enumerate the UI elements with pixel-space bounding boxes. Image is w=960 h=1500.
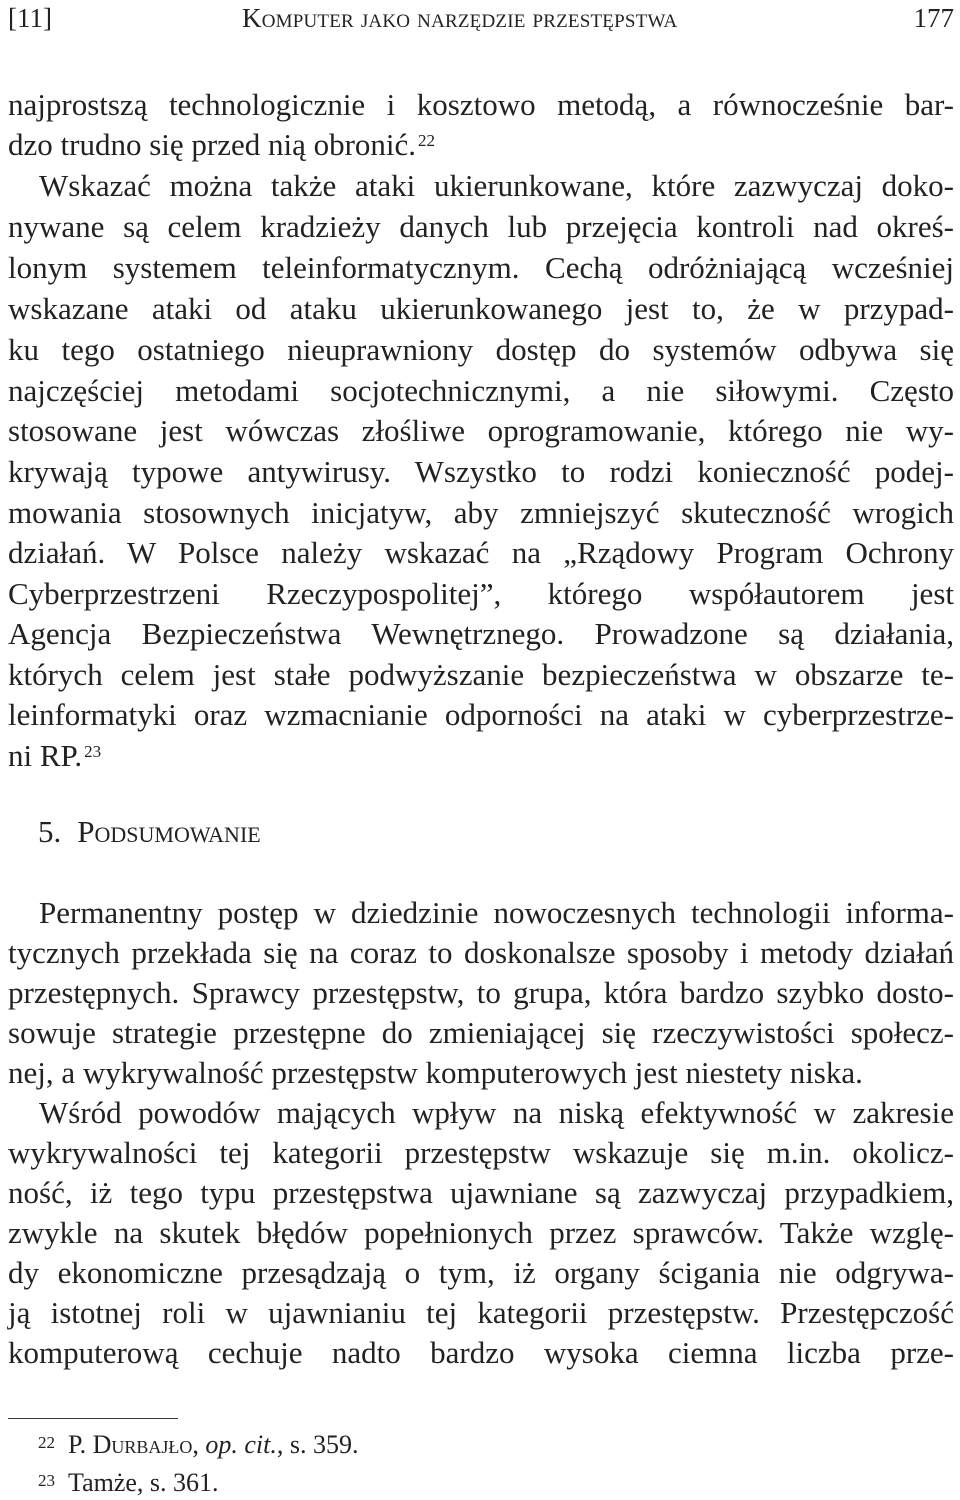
running-title: Komputer jako narzędzie przestępstwa — [242, 3, 678, 33]
body-line: najprostszą technologicznie i kosztowo metodą, a równocześnie bar- — [8, 87, 954, 122]
section-number: 5. — [38, 814, 62, 849]
body-line: Wśród powodów mających wpływ na niską efektywność w zakresie — [39, 1095, 954, 1130]
body-line: sowuje strategie przestępne do zmieniającej się rzeczywistości społecz- — [8, 1015, 954, 1050]
footnote-text: , — [192, 1430, 206, 1459]
body-line: stosowane jest wówczas złośliwe oprogramowanie, którego nie wy- — [8, 413, 954, 448]
running-header — [8, 0, 954, 36]
body-line: nywane są celem kradzieży danych lub przejęcia kontroli nad okreś- — [8, 209, 954, 244]
footnote-23 — [38, 1466, 219, 1500]
body-line: działań. W Polsce należy wskazać na „Rządowy Program Ochrony — [8, 535, 954, 570]
footnote-text: P. — [68, 1430, 93, 1459]
body-line — [8, 736, 954, 776]
body-line: dy ekonomiczne przesądzają o tym, iż organy ścigania nie odgrywa- — [8, 1255, 954, 1290]
footnote-divider — [8, 1418, 178, 1419]
body-line: najczęściej metodami socjotechnicznymi, a nie siłowymi. Często — [8, 373, 954, 408]
body-line: których celem jest stałe podwyższanie bezpieczeństwa w obszarze te- — [8, 657, 954, 692]
body-line: lonym systemem teleinformatycznym. Cechą odróżniającą wcześniej — [8, 250, 954, 285]
body-line: nej, a wykrywalność przestępstw komputerowych jest niestety niska. — [8, 1055, 863, 1090]
body-line: Cyberprzestrzeni Rzeczypospolitej”, którego współautorem jest — [8, 576, 954, 611]
section-title: Podsumowanie — [77, 814, 261, 849]
footnote-author: Durbajło — [92, 1430, 193, 1459]
body-line — [8, 125, 954, 165]
body-line: leinformatyki oraz wzmacnianie odporności na ataki w cyberprzestrze- — [8, 697, 954, 732]
footnote-text: Tamże, s. 361. — [68, 1468, 219, 1497]
body-line: ją istotnej roli w ujawnianiu tej kategorii przestępstw. Przestępczość — [8, 1295, 954, 1330]
body-line-text: dzo trudno się przed nią obronić. — [8, 127, 417, 162]
footnote-number: 23 — [38, 1471, 55, 1490]
body-line: wskazane ataki od ataku ukierunkowanego jest to, że w przypad- — [8, 291, 954, 326]
footnote-text: , s. 359. — [276, 1430, 359, 1459]
body-line: komputerową cechuje nadto bardzo wysoka ciemna liczba prze- — [8, 1335, 954, 1370]
body-line: przestępnych. Sprawcy przestępstw, to grupa, która bardzo szybko dosto- — [8, 975, 954, 1010]
body-line: mowania stosownych inicjatyw, aby zmniejszyć skuteczność wrogich — [8, 495, 954, 530]
body-line: tycznych przekłada się na coraz to doskonalsze sposoby i metody działań — [8, 935, 954, 970]
footnote-ref-23[interactable]: 23 — [84, 742, 102, 761]
body-line: zwykle na skutek błędów popełnionych przez sprawców. Także wzglę- — [8, 1215, 954, 1250]
body-line: wykrywalności tej kategorii przestępstw wskazuje się m.in. okolicz- — [8, 1135, 954, 1170]
section-heading — [38, 812, 261, 852]
footnote-ref-22[interactable]: 22 — [418, 131, 436, 150]
page-number: 177 — [913, 3, 954, 33]
body-line: Permanentny postęp w dziedzinie nowoczesnych technologii informa- — [39, 895, 954, 930]
body-line: ku tego ostatniego nieuprawniony dostęp do systemów odbywa się — [8, 332, 954, 367]
footnote-22 — [38, 1428, 359, 1462]
body-line: ność, iż tego typu przestępstwa ujawniane są zazwyczaj przypadkiem, — [8, 1175, 954, 1210]
chapter-ref: [11] — [8, 3, 52, 33]
body-line: krywają typowe antywirusy. Wszystko to rodzi konieczność podej- — [8, 454, 954, 489]
footnote-number: 22 — [38, 1433, 55, 1452]
body-line: Agencja Bezpieczeństwa Wewnętrznego. Prowadzone są działania, — [8, 616, 954, 651]
footnote-citation: op. cit. — [205, 1430, 277, 1459]
body-line-text: ni RP. — [8, 738, 83, 773]
body-line: Wskazać można także ataki ukierunkowane, które zazwyczaj doko- — [39, 168, 954, 203]
